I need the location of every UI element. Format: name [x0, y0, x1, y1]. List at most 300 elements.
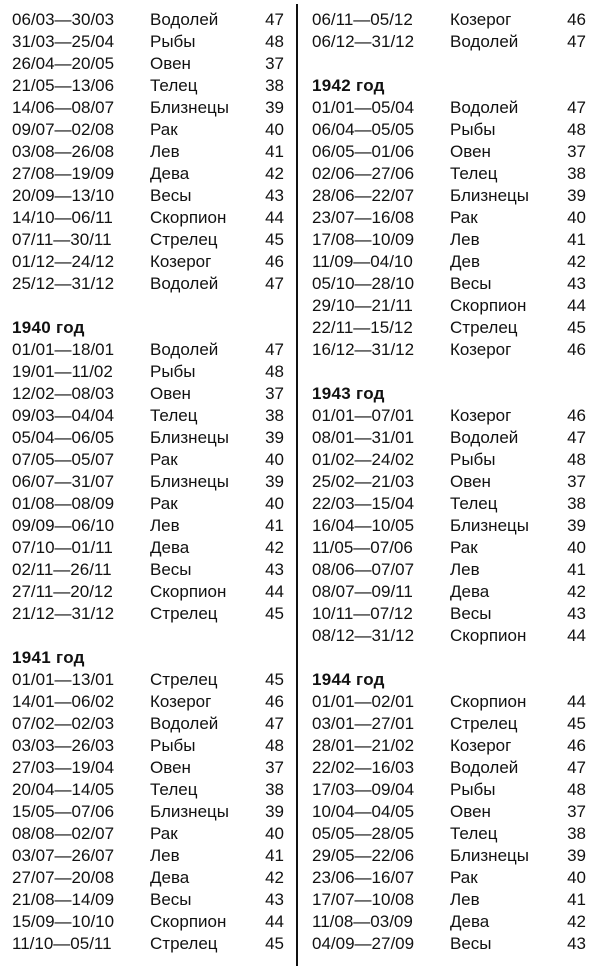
sign-number: 43 — [567, 274, 586, 293]
zodiac-sign: Овен — [150, 54, 191, 73]
date-range: 28/01—21/02 — [312, 736, 415, 755]
zodiac-sign: Стрелец — [150, 670, 218, 689]
table-row — [12, 361, 284, 383]
sign-number: 46 — [567, 340, 586, 359]
table-row — [312, 339, 588, 361]
date-range: 09/03—04/04 — [12, 406, 115, 425]
date-range: 11/08—03/09 — [312, 912, 413, 931]
table-row — [312, 31, 588, 53]
sign-number: 39 — [567, 846, 586, 865]
sign-number: 44 — [265, 208, 284, 227]
zodiac-sign: Водолей — [450, 758, 519, 777]
sign-number: 42 — [567, 252, 586, 271]
date-range: 03/01—27/01 — [312, 714, 415, 733]
date-range: 19/01—11/02 — [12, 362, 113, 381]
zodiac-sign: Овен — [450, 142, 491, 161]
sign-number: 48 — [567, 450, 586, 469]
sign-number: 42 — [567, 582, 586, 601]
sign-number: 43 — [265, 186, 284, 205]
sign-number: 46 — [265, 252, 284, 271]
date-range: 20/04—14/05 — [12, 780, 115, 799]
date-range: 06/11—05/12 — [312, 10, 413, 29]
table-row — [12, 823, 284, 845]
zodiac-sign: Лев — [450, 890, 480, 909]
date-range: 21/05—13/06 — [12, 76, 115, 95]
date-range: 08/12—31/12 — [312, 626, 415, 645]
date-range: 17/07—10/08 — [312, 890, 415, 909]
date-range: 06/12—31/12 — [312, 32, 415, 51]
sign-number: 40 — [265, 494, 284, 513]
date-range: 07/05—05/07 — [12, 450, 115, 469]
date-range: 01/02—24/02 — [312, 450, 415, 469]
zodiac-sign: Козерог — [150, 692, 212, 711]
zodiac-sign: Весы — [450, 604, 492, 623]
table-row — [312, 911, 588, 933]
zodiac-sign: Рыбы — [450, 780, 496, 799]
table-row — [12, 9, 284, 31]
table-row — [12, 31, 284, 53]
date-range: 03/08—26/08 — [12, 142, 115, 161]
zodiac-sign: Стрелец — [150, 604, 218, 623]
zodiac-sign: Рак — [150, 824, 178, 843]
zodiac-sign: Близнецы — [150, 472, 229, 491]
date-range: 11/05—07/06 — [312, 538, 413, 557]
sign-number: 42 — [265, 538, 284, 557]
sign-number: 41 — [265, 516, 284, 535]
zodiac-sign: Стрелец — [450, 714, 518, 733]
sign-number: 39 — [265, 802, 284, 821]
date-range: 01/12—24/12 — [12, 252, 115, 271]
zodiac-sign: Рыбы — [150, 32, 196, 51]
date-range: 21/12—31/12 — [12, 604, 115, 623]
sign-number: 43 — [265, 890, 284, 909]
zodiac-sign: Лев — [450, 230, 480, 249]
year-heading: 1943 год — [312, 384, 385, 403]
date-range: 25/02—21/03 — [312, 472, 415, 491]
table-row — [312, 119, 588, 141]
date-range: 06/03—30/03 — [12, 10, 115, 29]
zodiac-sign: Телец — [150, 76, 198, 95]
table-row — [12, 933, 284, 955]
table-row — [312, 141, 588, 163]
date-range: 05/10—28/10 — [312, 274, 415, 293]
date-range: 08/06—07/07 — [312, 560, 415, 579]
date-range: 17/03—09/04 — [312, 780, 415, 799]
date-range: 22/02—16/03 — [312, 758, 415, 777]
date-range: 14/10—06/11 — [12, 208, 113, 227]
zodiac-sign: Дева — [150, 164, 190, 183]
zodiac-sign: Рак — [150, 120, 178, 139]
date-range: 23/06—16/07 — [312, 868, 415, 887]
zodiac-sign: Козерог — [450, 736, 512, 755]
zodiac-sign: Весы — [450, 274, 492, 293]
date-range: 15/05—07/06 — [12, 802, 115, 821]
zodiac-sign: Рыбы — [150, 736, 196, 755]
table-row — [312, 229, 588, 251]
zodiac-sign: Телец — [150, 780, 198, 799]
date-range: 10/04—04/05 — [312, 802, 415, 821]
sign-number: 40 — [567, 538, 586, 557]
zodiac-sign: Близнецы — [150, 802, 229, 821]
table-row — [12, 801, 284, 823]
sign-number: 46 — [265, 692, 284, 711]
zodiac-sign: Близнецы — [450, 846, 529, 865]
sign-number: 46 — [567, 736, 586, 755]
table-row — [12, 669, 284, 691]
section-gap — [12, 625, 284, 647]
zodiac-sign: Стрелец — [450, 318, 518, 337]
sign-number: 38 — [265, 76, 284, 95]
year-heading: 1940 год — [12, 318, 85, 337]
zodiac-sign: Овен — [150, 758, 191, 777]
date-range: 09/09—06/10 — [12, 516, 115, 535]
sign-number: 48 — [567, 120, 586, 139]
table-row — [312, 405, 588, 427]
date-range: 14/01—06/02 — [12, 692, 115, 711]
table-row — [12, 757, 284, 779]
sign-number: 48 — [567, 780, 586, 799]
date-range: 08/08—02/07 — [12, 824, 115, 843]
zodiac-sign: Близнецы — [150, 98, 229, 117]
sign-number: 48 — [265, 362, 284, 381]
date-range: 07/02—02/03 — [12, 714, 115, 733]
table-row — [12, 185, 284, 207]
date-range: 29/10—21/11 — [312, 296, 413, 315]
sign-number: 39 — [265, 98, 284, 117]
sign-number: 44 — [567, 626, 586, 645]
table-row — [12, 889, 284, 911]
zodiac-sign: Скорпион — [150, 582, 227, 601]
date-range: 31/03—25/04 — [12, 32, 115, 51]
table-row — [312, 9, 588, 31]
zodiac-sign: Близнецы — [150, 428, 229, 447]
sign-number: 37 — [567, 472, 586, 491]
sign-number: 37 — [567, 142, 586, 161]
table-row — [12, 603, 284, 625]
table-row — [312, 207, 588, 229]
sign-number: 45 — [567, 318, 586, 337]
zodiac-sign: Рак — [450, 868, 478, 887]
zodiac-sign: Рыбы — [150, 362, 196, 381]
sign-number: 37 — [265, 384, 284, 403]
table-row — [12, 251, 284, 273]
right-column — [312, 9, 588, 955]
table-row — [12, 119, 284, 141]
zodiac-sign: Скорпион — [450, 692, 527, 711]
date-range: 07/10—01/11 — [12, 538, 113, 557]
sign-number: 48 — [265, 32, 284, 51]
left-column — [12, 9, 284, 955]
date-range: 12/02—08/03 — [12, 384, 115, 403]
table-row — [12, 493, 284, 515]
table-row — [312, 625, 588, 647]
zodiac-sign: Рыбы — [450, 450, 496, 469]
table-row — [12, 867, 284, 889]
zodiac-sign: Скорпион — [150, 208, 227, 227]
date-range: 27/11—20/12 — [12, 582, 113, 601]
zodiac-sign: Козерог — [150, 252, 212, 271]
sign-number: 46 — [567, 406, 586, 425]
zodiac-sign: Водолей — [150, 340, 219, 359]
table-row — [312, 603, 588, 625]
table-row — [12, 515, 284, 537]
table-row — [312, 581, 588, 603]
date-range: 27/08—19/09 — [12, 164, 115, 183]
sign-number: 47 — [567, 428, 586, 447]
sign-number: 43 — [567, 604, 586, 623]
zodiac-sign: Лев — [150, 142, 180, 161]
table-row — [312, 801, 588, 823]
date-range: 02/06—27/06 — [312, 164, 415, 183]
table-row — [12, 559, 284, 581]
date-range: 01/01—07/01 — [312, 406, 415, 425]
table-row — [12, 427, 284, 449]
sign-number: 40 — [265, 824, 284, 843]
year-heading: 1941 год — [12, 648, 85, 667]
section-gap — [12, 295, 284, 317]
zodiac-sign: Дева — [150, 868, 190, 887]
zodiac-sign: Скорпион — [450, 296, 527, 315]
date-range: 08/07—09/11 — [312, 582, 413, 601]
sign-number: 37 — [265, 758, 284, 777]
date-range: 15/09—10/10 — [12, 912, 115, 931]
table-row — [312, 845, 588, 867]
zodiac-sign: Козерог — [450, 340, 512, 359]
date-range: 05/05—28/05 — [312, 824, 415, 843]
zodiac-sign: Близнецы — [450, 186, 529, 205]
zodiac-sign: Лев — [150, 846, 180, 865]
date-range: 25/12—31/12 — [12, 274, 115, 293]
sign-number: 41 — [567, 560, 586, 579]
sign-number: 39 — [567, 186, 586, 205]
section-gap — [312, 53, 588, 75]
sign-number: 47 — [567, 758, 586, 777]
date-range: 06/05—01/06 — [312, 142, 415, 161]
sign-number: 38 — [265, 406, 284, 425]
zodiac-sign: Козерог — [450, 10, 512, 29]
zodiac-sign: Овен — [450, 802, 491, 821]
sign-number: 39 — [265, 472, 284, 491]
zodiac-sign: Овен — [150, 384, 191, 403]
zodiac-sign: Дева — [450, 582, 490, 601]
sign-number: 39 — [567, 516, 586, 535]
zodiac-sign: Скорпион — [450, 626, 527, 645]
table-row — [312, 691, 588, 713]
table-row — [312, 251, 588, 273]
zodiac-sign: Водолей — [150, 10, 219, 29]
date-range: 03/07—26/07 — [12, 846, 115, 865]
zodiac-sign: Дева — [150, 538, 190, 557]
section-gap — [312, 361, 588, 383]
zodiac-sign: Весы — [150, 560, 192, 579]
sign-number: 45 — [265, 230, 284, 249]
table-row — [12, 911, 284, 933]
sign-number: 38 — [265, 780, 284, 799]
column-divider — [296, 4, 298, 966]
sign-number: 47 — [265, 10, 284, 29]
table-row — [312, 757, 588, 779]
date-range: 01/01—13/01 — [12, 670, 115, 689]
zodiac-sign: Весы — [450, 934, 492, 953]
zodiac-sign: Водолей — [150, 714, 219, 733]
date-range: 14/06—08/07 — [12, 98, 115, 117]
zodiac-sign: Водолей — [450, 32, 519, 51]
date-range: 01/01—18/01 — [12, 340, 115, 359]
sign-number: 44 — [265, 582, 284, 601]
sign-number: 47 — [567, 32, 586, 51]
table-row — [312, 867, 588, 889]
sign-number: 37 — [567, 802, 586, 821]
zodiac-sign: Лев — [150, 516, 180, 535]
year-heading: 1942 год — [312, 76, 385, 95]
table-row — [12, 471, 284, 493]
sign-number: 47 — [265, 340, 284, 359]
table-row — [312, 779, 588, 801]
sign-number: 38 — [567, 164, 586, 183]
zodiac-sign: Овен — [450, 472, 491, 491]
zodiac-sign: Телец — [150, 406, 198, 425]
zodiac-sign: Водолей — [450, 428, 519, 447]
date-range: 22/03—15/04 — [312, 494, 415, 513]
sign-number: 43 — [265, 560, 284, 579]
table-row — [12, 141, 284, 163]
zodiac-sign: Скорпион — [150, 912, 227, 931]
date-range: 01/08—08/09 — [12, 494, 115, 513]
sign-number: 44 — [265, 912, 284, 931]
date-range: 16/12—31/12 — [312, 340, 415, 359]
table-row — [12, 713, 284, 735]
table-row — [12, 339, 284, 361]
table-row — [312, 493, 588, 515]
year-heading: 1944 год — [312, 670, 385, 689]
date-range: 17/08—10/09 — [312, 230, 415, 249]
sign-number: 45 — [265, 934, 284, 953]
table-row — [312, 163, 588, 185]
date-range: 21/08—14/09 — [12, 890, 115, 909]
zodiac-sign: Водолей — [450, 98, 519, 117]
table-row — [312, 427, 588, 449]
zodiac-sign: Телец — [450, 164, 498, 183]
date-range: 04/09—27/09 — [312, 934, 415, 953]
date-range: 10/11—07/12 — [312, 604, 413, 623]
sign-number: 45 — [265, 670, 284, 689]
date-range: 09/07—02/08 — [12, 120, 115, 139]
sign-number: 42 — [567, 912, 586, 931]
zodiac-sign: Стрелец — [150, 230, 218, 249]
date-range: 27/03—19/04 — [12, 758, 115, 777]
zodiac-sign: Лев — [450, 560, 480, 579]
sign-number: 41 — [265, 846, 284, 865]
sign-number: 38 — [567, 824, 586, 843]
sign-number: 46 — [567, 10, 586, 29]
sign-number: 40 — [265, 450, 284, 469]
sign-number: 45 — [567, 714, 586, 733]
sign-number: 48 — [265, 736, 284, 755]
table-row — [312, 823, 588, 845]
sign-number: 40 — [567, 208, 586, 227]
sign-number: 39 — [265, 428, 284, 447]
zodiac-sign: Рак — [150, 494, 178, 513]
date-range: 11/09—04/10 — [312, 252, 413, 271]
section-gap — [312, 647, 588, 669]
date-range: 26/04—20/05 — [12, 54, 115, 73]
table-row — [12, 845, 284, 867]
table-row — [12, 735, 284, 757]
table-row — [12, 75, 284, 97]
table-row — [12, 537, 284, 559]
table-row — [312, 295, 588, 317]
table-row — [12, 383, 284, 405]
table-row — [312, 735, 588, 757]
date-range: 01/01—02/01 — [312, 692, 415, 711]
date-range: 06/07—31/07 — [12, 472, 115, 491]
date-range: 07/11—30/11 — [12, 230, 112, 249]
table-row — [312, 537, 588, 559]
date-range: 27/07—20/08 — [12, 868, 115, 887]
table-row — [12, 581, 284, 603]
date-range: 20/09—13/10 — [12, 186, 115, 205]
sign-number: 47 — [265, 274, 284, 293]
sign-number: 47 — [567, 98, 586, 117]
date-range: 28/06—22/07 — [312, 186, 415, 205]
table-row — [12, 163, 284, 185]
zodiac-sign: Козерог — [450, 406, 512, 425]
sign-number: 41 — [567, 890, 586, 909]
table-row — [12, 273, 284, 295]
sign-number: 37 — [265, 54, 284, 73]
zodiac-sign: Стрелец — [150, 934, 218, 953]
sign-number: 44 — [567, 296, 586, 315]
table-row — [312, 471, 588, 493]
table-row — [312, 449, 588, 471]
zodiac-sign: Весы — [150, 890, 192, 909]
date-range: 05/04—06/05 — [12, 428, 115, 447]
table-row — [312, 933, 588, 955]
table-row — [12, 53, 284, 75]
table-row — [312, 317, 588, 339]
zodiac-sign: Дева — [450, 912, 490, 931]
table-row — [312, 185, 588, 207]
sign-number: 47 — [265, 714, 284, 733]
date-range: 03/03—26/03 — [12, 736, 115, 755]
sign-number: 38 — [567, 494, 586, 513]
table-row — [312, 713, 588, 735]
date-range: 16/04—10/05 — [312, 516, 415, 535]
sign-number: 42 — [265, 868, 284, 887]
date-range: 11/10—05/11 — [12, 934, 112, 953]
date-range: 06/04—05/05 — [312, 120, 415, 139]
zodiac-sign: Дев — [450, 252, 480, 271]
sign-number: 43 — [567, 934, 586, 953]
sign-number: 44 — [567, 692, 586, 711]
table-row — [12, 779, 284, 801]
table-row — [312, 273, 588, 295]
date-range: 02/11—26/11 — [12, 560, 112, 579]
sign-number: 45 — [265, 604, 284, 623]
zodiac-sign: Водолей — [150, 274, 219, 293]
date-range: 22/11—15/12 — [312, 318, 413, 337]
table-row — [312, 97, 588, 119]
sign-number: 41 — [265, 142, 284, 161]
date-range: 01/01—05/04 — [312, 98, 415, 117]
sign-number: 42 — [265, 164, 284, 183]
sign-number: 40 — [567, 868, 586, 887]
table-row — [312, 559, 588, 581]
date-range: 23/07—16/08 — [312, 208, 415, 227]
table-row — [12, 207, 284, 229]
date-range: 08/01—31/01 — [312, 428, 415, 447]
zodiac-sign: Близнецы — [450, 516, 529, 535]
